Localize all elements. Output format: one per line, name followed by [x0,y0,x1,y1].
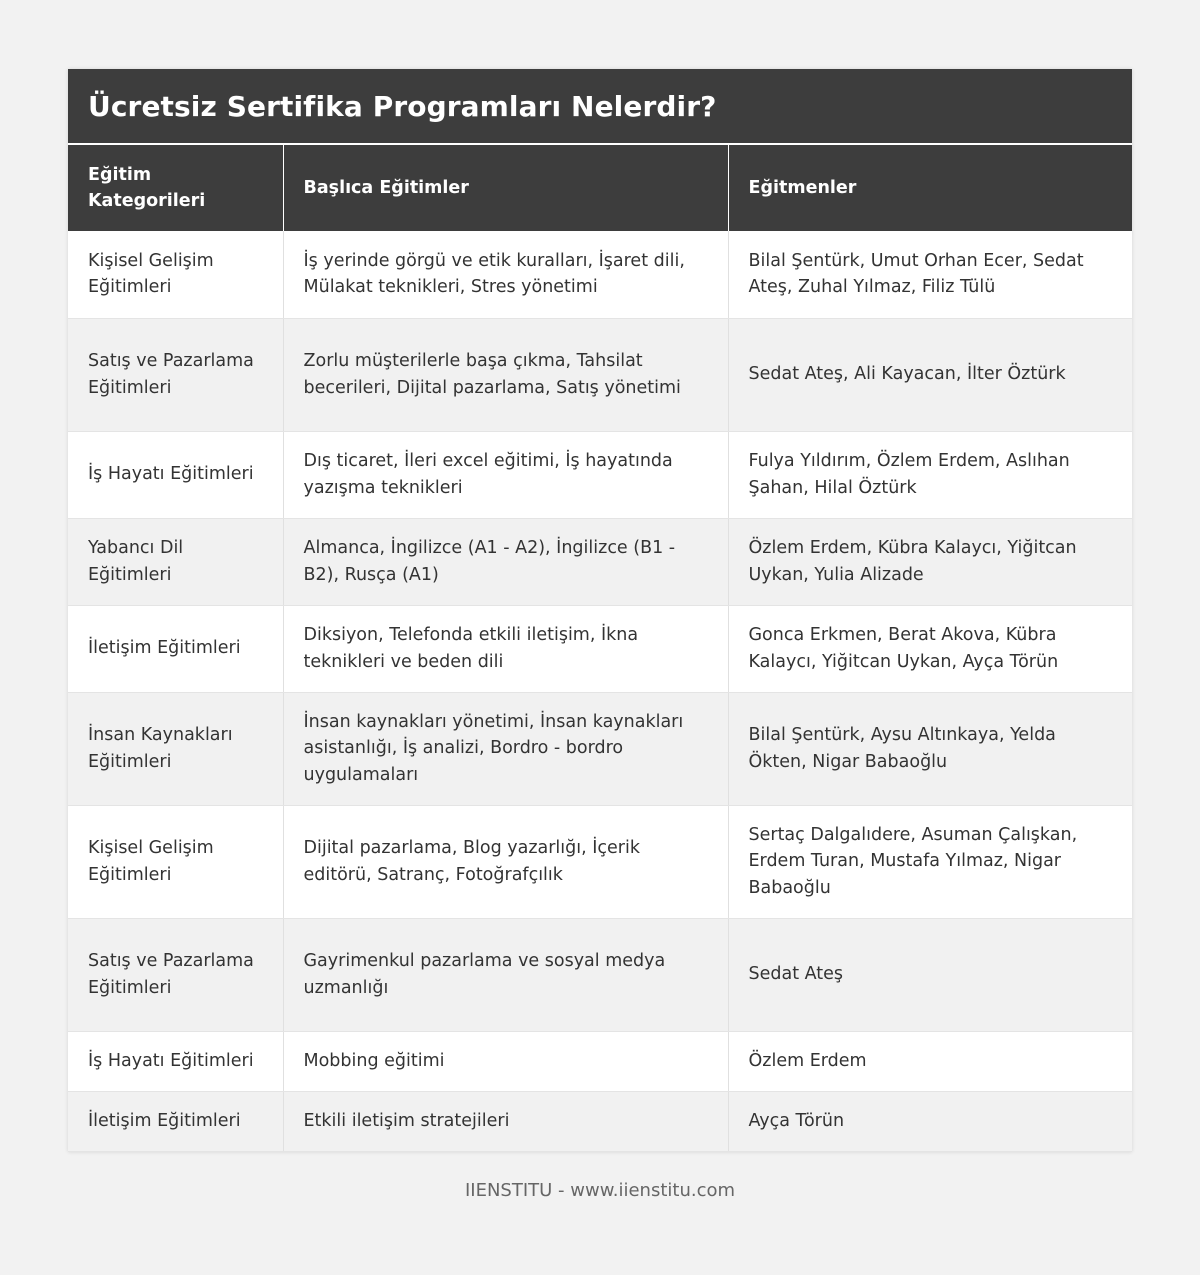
cell-instructors: Sertaç Dalgalıdere, Asuman Çalışkan, Erdem Turan, Mustafa Yılmaz, Nigar Babaoğlu [728,805,1132,918]
programs-table [68,145,1132,1152]
cell-instructors: Sedat Ateş, Ali Kayacan, İlter Öztürk [728,318,1132,431]
cell-trainings: Zorlu müşterilerle başa çıkma, Tahsilat becerileri, Dijital pazarlama, Satış yönetimi [283,318,728,431]
cell-instructors: Özlem Erdem [728,1031,1132,1091]
cell-category: Kişisel Gelişim Eğitimleri [68,231,283,318]
header-instructors: Eğitmenler [728,145,1132,231]
cell-category: Yabancı Dil Eğitimleri [68,518,283,605]
table-row [68,318,1132,431]
table-row [68,1091,1132,1151]
cell-instructors: Gonca Erkmen, Berat Akova, Kübra Kalaycı, Yiğitcan Uykan, Ayça Törün [728,605,1132,692]
table-row [68,918,1132,1031]
cell-category: İletişim Eğitimleri [68,1091,283,1151]
cell-category: İletişim Eğitimleri [68,605,283,692]
cell-category: Satış ve Pazarlama Eğitimleri [68,318,283,431]
header-category: Eğitim Kategorileri [68,145,283,231]
cell-instructors: Fulya Yıldırım, Özlem Erdem, Aslıhan Şahan, Hilal Öztürk [728,431,1132,518]
title-bar [68,69,1132,145]
table-row [68,431,1132,518]
header-row [68,145,1132,231]
table-row [68,605,1132,692]
cell-trainings: Dış ticaret, İleri excel eğitimi, İş hayatında yazışma teknikleri [283,431,728,518]
cell-category: İş Hayatı Eğitimleri [68,431,283,518]
cell-trainings: Dijital pazarlama, Blog yazarlığı, İçerik editörü, Satranç, Fotoğrafçılık [283,805,728,918]
table-row [68,518,1132,605]
cell-instructors: Özlem Erdem, Kübra Kalaycı, Yiğitcan Uykan, Yulia Alizade [728,518,1132,605]
cell-category: İnsan Kaynakları Eğitimleri [68,692,283,805]
table-row [68,1031,1132,1091]
table-row [68,231,1132,318]
cell-category: İş Hayatı Eğitimleri [68,1031,283,1091]
cell-trainings: İş yerinde görgü ve etik kuralları, İşaret dili, Mülakat teknikleri, Stres yönetimi [283,231,728,318]
header-trainings: Başlıca Eğitimler [283,145,728,231]
footer-credit: IIENSTITU - www.iienstitu.com [464,1180,736,1201]
table-row [68,692,1132,805]
cell-trainings: Mobbing eğitimi [283,1031,728,1091]
cell-trainings: Diksiyon, Telefonda etkili iletişim, İkna teknikleri ve beden dili [283,605,728,692]
cell-category: Kişisel Gelişim Eğitimleri [68,805,283,918]
cell-instructors: Sedat Ateş [728,918,1132,1031]
cell-trainings: Almanca, İngilizce (A1 - A2), İngilizce (B1 - B2), Rusça (A1) [283,518,728,605]
cell-trainings: İnsan kaynakları yönetimi, İnsan kaynakları asistanlığı, İş analizi, Bordro - bordro uygulamaları [283,692,728,805]
cell-trainings: Etkili iletişim stratejileri [283,1091,728,1151]
page-title: Ücretsiz Sertifika Programları Nelerdir? [88,89,717,123]
cell-category: Satış ve Pazarlama Eğitimleri [68,918,283,1031]
table-row [68,805,1132,918]
cell-instructors: Bilal Şentürk, Aysu Altınkaya, Yelda Ökten, Nigar Babaoğlu [728,692,1132,805]
cell-instructors: Ayça Törün [728,1091,1132,1151]
table-header [68,145,1132,231]
cell-instructors: Bilal Şentürk, Umut Orhan Ecer, Sedat Ateş, Zuhal Yılmaz, Filiz Tülü [728,231,1132,318]
cell-trainings: Gayrimenkul pazarlama ve sosyal medya uzmanlığı [283,918,728,1031]
table-card [68,69,1132,1152]
table-body [68,231,1132,1151]
